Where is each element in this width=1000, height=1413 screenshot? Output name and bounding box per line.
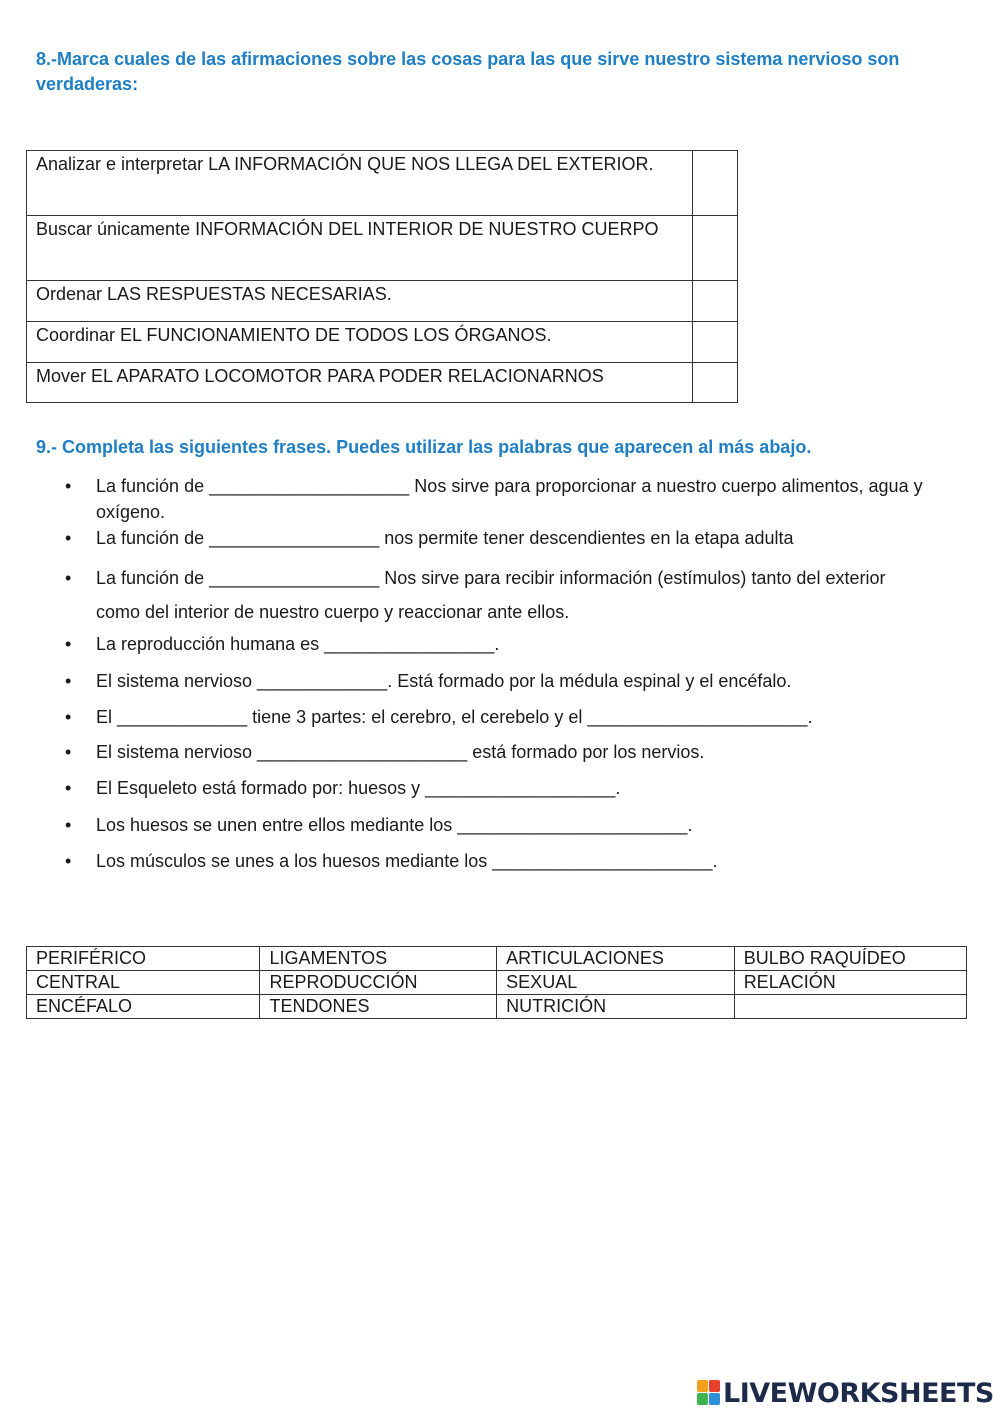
table-row: [27, 363, 738, 403]
sentence-text: La función de ____________________ Nos sirve para proporcionar a nuestro cuerpo alimentos, agua y oxígeno.: [96, 476, 923, 522]
word-bank-cell: LIGAMENTOS: [260, 947, 497, 971]
list-item: [65, 848, 966, 874]
sentence-text: La reproducción humana es _________________.: [96, 634, 500, 654]
question-8-heading: 8.-Marca cuales de las afirmaciones sobre las cosas para las que sirve nuestro sistema nervioso son verdaderas:: [36, 49, 900, 94]
sentence-text: El _____________ tiene 3 partes: el cerebro, el cerebelo y el ______________________.: [96, 707, 813, 727]
bullet-icon: •: [65, 634, 72, 654]
logo-block-icon: [709, 1380, 720, 1392]
sentence-text: La función de _________________ Nos sirve para recibir información (estímulos) tanto del exterior como del interior de nuestro cuerpo y reaccionar ante ellos.: [96, 568, 886, 622]
list-item: [65, 561, 926, 629]
true-false-table: [26, 150, 738, 403]
word-bank-cell: [734, 995, 966, 1019]
word-bank-cell: TENDONES: [260, 995, 497, 1019]
table-row: [27, 216, 738, 281]
liveworksheets-logo: [697, 1378, 994, 1408]
word-bank-cell: SEXUAL: [497, 971, 735, 995]
table-row: [27, 151, 738, 216]
list-item: [65, 704, 966, 730]
table-row: [27, 995, 967, 1019]
answer-checkbox[interactable]: [692, 281, 737, 322]
bullet-icon: •: [65, 528, 72, 548]
logo-block-icon: [697, 1393, 708, 1405]
bullet-icon: •: [65, 568, 72, 588]
list-item: [65, 812, 966, 838]
sentence-text: La función de _________________ nos permite tener descendientes en la etapa adulta: [96, 528, 794, 548]
statement-cell: Ordenar LAS RESPUESTAS NECESARIAS.: [27, 281, 693, 322]
answer-checkbox[interactable]: [692, 363, 737, 403]
answer-checkbox[interactable]: [692, 216, 737, 281]
list-item: [65, 525, 966, 551]
word-bank-cell: ENCÉFALO: [27, 995, 260, 1019]
word-bank-cell: BULBO RAQUÍDEO: [734, 947, 966, 971]
bullet-icon: •: [65, 707, 72, 727]
word-bank-cell: RELACIÓN: [734, 971, 966, 995]
bullet-icon: •: [65, 851, 72, 871]
word-bank-table: [26, 946, 967, 1019]
sentence-text: Los músculos se unes a los huesos mediante los ______________________.: [96, 851, 718, 871]
statement-cell: Coordinar EL FUNCIONAMIENTO DE TODOS LOS ÓRGANOS.: [27, 322, 693, 363]
list-item: [65, 775, 966, 801]
list-item: [65, 668, 966, 694]
word-bank-cell: REPRODUCCIÓN: [260, 971, 497, 995]
sentence-text: El sistema nervioso _____________. Está formado por la médula espinal y el encéfalo.: [96, 671, 792, 691]
table-row: [27, 322, 738, 363]
word-bank-cell: ARTICULACIONES: [497, 947, 735, 971]
sentence-text: El Esqueleto está formado por: huesos y ___________________.: [96, 778, 621, 798]
question-9-heading: 9.- Completa las siguientes frases. Puedes utilizar las palabras que aparecen al más abajo.: [36, 437, 812, 457]
answer-checkbox[interactable]: [692, 151, 737, 216]
list-item: [65, 473, 966, 525]
table-row: [27, 281, 738, 322]
statement-cell: Analizar e interpretar LA INFORMACIÓN QUE NOS LLEGA DEL EXTERIOR.: [27, 151, 693, 216]
table-row: [27, 947, 967, 971]
logo-block-icon: [697, 1380, 708, 1392]
sentence-text: Los huesos se unen entre ellos mediante los _______________________.: [96, 815, 693, 835]
bullet-icon: •: [65, 476, 72, 496]
logo-text: LIVEWORKSHEETS: [723, 1377, 994, 1409]
word-bank-cell: PERIFÉRICO: [27, 947, 260, 971]
word-bank-cell: CENTRAL: [27, 971, 260, 995]
logo-blocks-icon: [697, 1380, 721, 1406]
logo-block-icon: [709, 1393, 720, 1405]
bullet-icon: •: [65, 671, 72, 691]
sentence-text: El sistema nervioso _____________________ está formado por los nervios.: [96, 742, 705, 762]
bullet-icon: •: [65, 815, 72, 835]
word-bank-cell: NUTRICIÓN: [497, 995, 735, 1019]
bullet-icon: •: [65, 778, 72, 798]
bullet-icon: •: [65, 742, 72, 762]
statement-cell: Mover EL APARATO LOCOMOTOR PARA PODER RELACIONARNOS: [27, 363, 693, 403]
statement-cell: Buscar únicamente INFORMACIÓN DEL INTERIOR DE NUESTRO CUERPO: [27, 216, 693, 281]
list-item: [65, 631, 966, 657]
answer-checkbox[interactable]: [692, 322, 737, 363]
table-row: [27, 971, 967, 995]
list-item: [65, 739, 966, 765]
